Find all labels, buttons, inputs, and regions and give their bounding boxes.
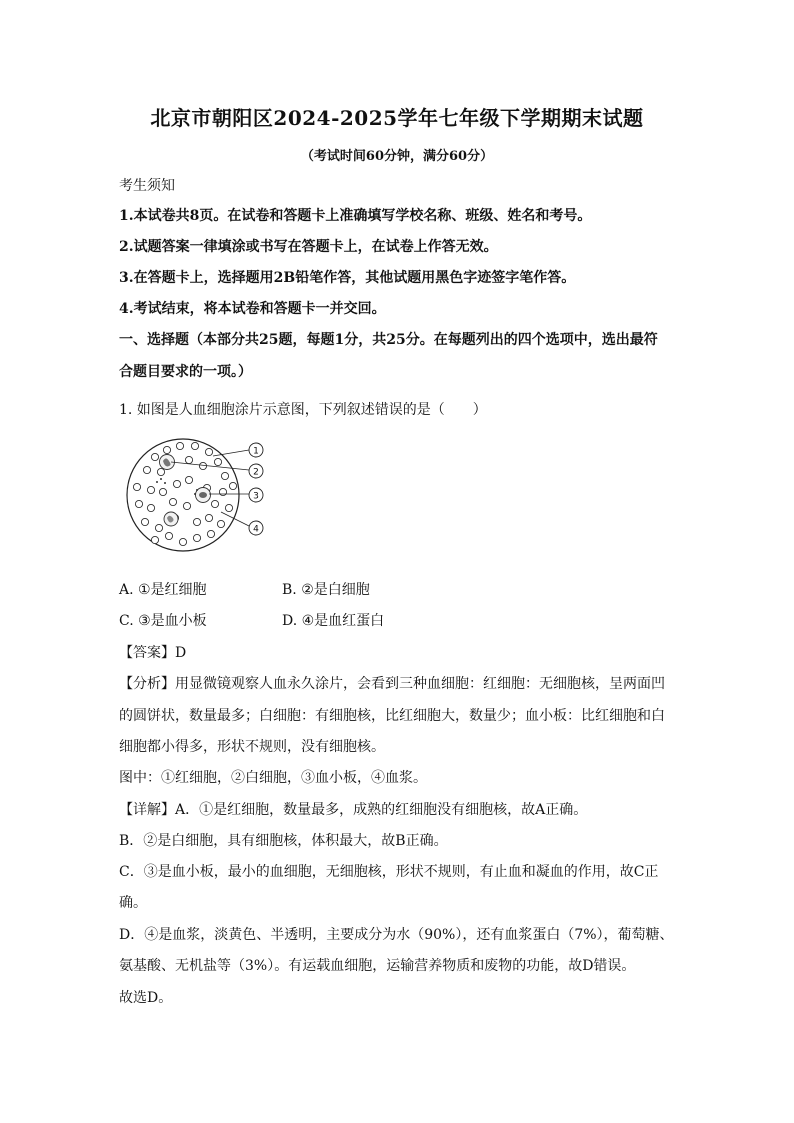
question-stem: 1. 如图是人血细胞涂片示意图，下列叙述错误的是（ ） (119, 402, 487, 418)
exam-time-note: （考试时间60分钟，满分60分） (300, 149, 494, 164)
notice-item-1: 1.本试卷共8页。在试卷和答题卡上准确填写学校名称、班级、姓名和考号。 (119, 208, 592, 224)
analysis-line-2: 的圆饼状，数量最多；白细胞：有细胞核，比红细胞大，数量少；血小板：比红细胞和白 (119, 708, 665, 724)
option-a: A. ①是红细胞 (119, 582, 207, 598)
section-heading-line-2: 合题目要求的一项。） (119, 364, 252, 380)
detail-line-3: C．③是血小板，最小的血细胞，无细胞核，形状不规则，有止血和凝血的作用，故C正 (119, 864, 659, 880)
answer: 【答案】D (119, 645, 187, 661)
notice-item-2: 2.试题答案一律填涂或书写在答题卡上，在试卷上作答无效。 (119, 239, 498, 255)
option-b: B. ②是白细胞 (282, 582, 370, 598)
detail-line-7: 故选D。 (119, 990, 173, 1006)
detail-line-2: B．②是白细胞，具有细胞核，体积最大，故B正确。 (119, 833, 448, 849)
label-1: 1 (253, 446, 259, 457)
detail-line-6: 氨基酸、无机盐等（3%）。有运载血细胞，运输营养物质和废物的功能，故D错误。 (119, 958, 636, 974)
notice-heading: 考生须知 (119, 178, 175, 194)
analysis-line-4: 图中：①红细胞，②白细胞，③血小板，④血浆。 (119, 770, 427, 786)
notice-item-3: 3.在答题卡上，选择题用2B铅笔作答，其他试题用黑色字迹签字笔作答。 (119, 270, 576, 286)
option-d: D. ④是血红蛋白 (282, 613, 385, 629)
option-c: C. ③是血小板 (119, 613, 207, 629)
blood-smear-figure (125, 432, 285, 562)
detail-line-4: 确。 (119, 895, 147, 911)
analysis-line-3: 细胞都小得多，形状不规则，没有细胞核。 (119, 739, 385, 755)
label-3: 3 (253, 491, 259, 502)
label-circles (249, 443, 263, 535)
detail-line-1: 【详解】A．①是红细胞，数量最多，成熟的红细胞没有细胞核，故A正确。 (119, 802, 588, 818)
section-heading-line-1: 一、选择题（本部分共25题，每题1分，共25分。在每题列出的四个选项中，选出最符 (119, 332, 658, 348)
detail-line-5: D．④是血浆，淡黄色、半透明，主要成分为水（90%），还有血浆蛋白（7%），葡萄糖、 (119, 927, 674, 943)
notice-item-4: 4.考试结束，将本试卷和答题卡一并交回。 (119, 301, 386, 317)
label-4: 4 (253, 524, 259, 535)
label-2: 2 (253, 467, 259, 478)
analysis-line-1: 【分析】用显微镜观察人血永久涂片，会看到三种血细胞：红细胞：无细胞核，呈两面凹 (119, 676, 665, 692)
page-title: 北京市朝阳区2024-2025学年七年级下学期期末试题 (150, 106, 644, 130)
